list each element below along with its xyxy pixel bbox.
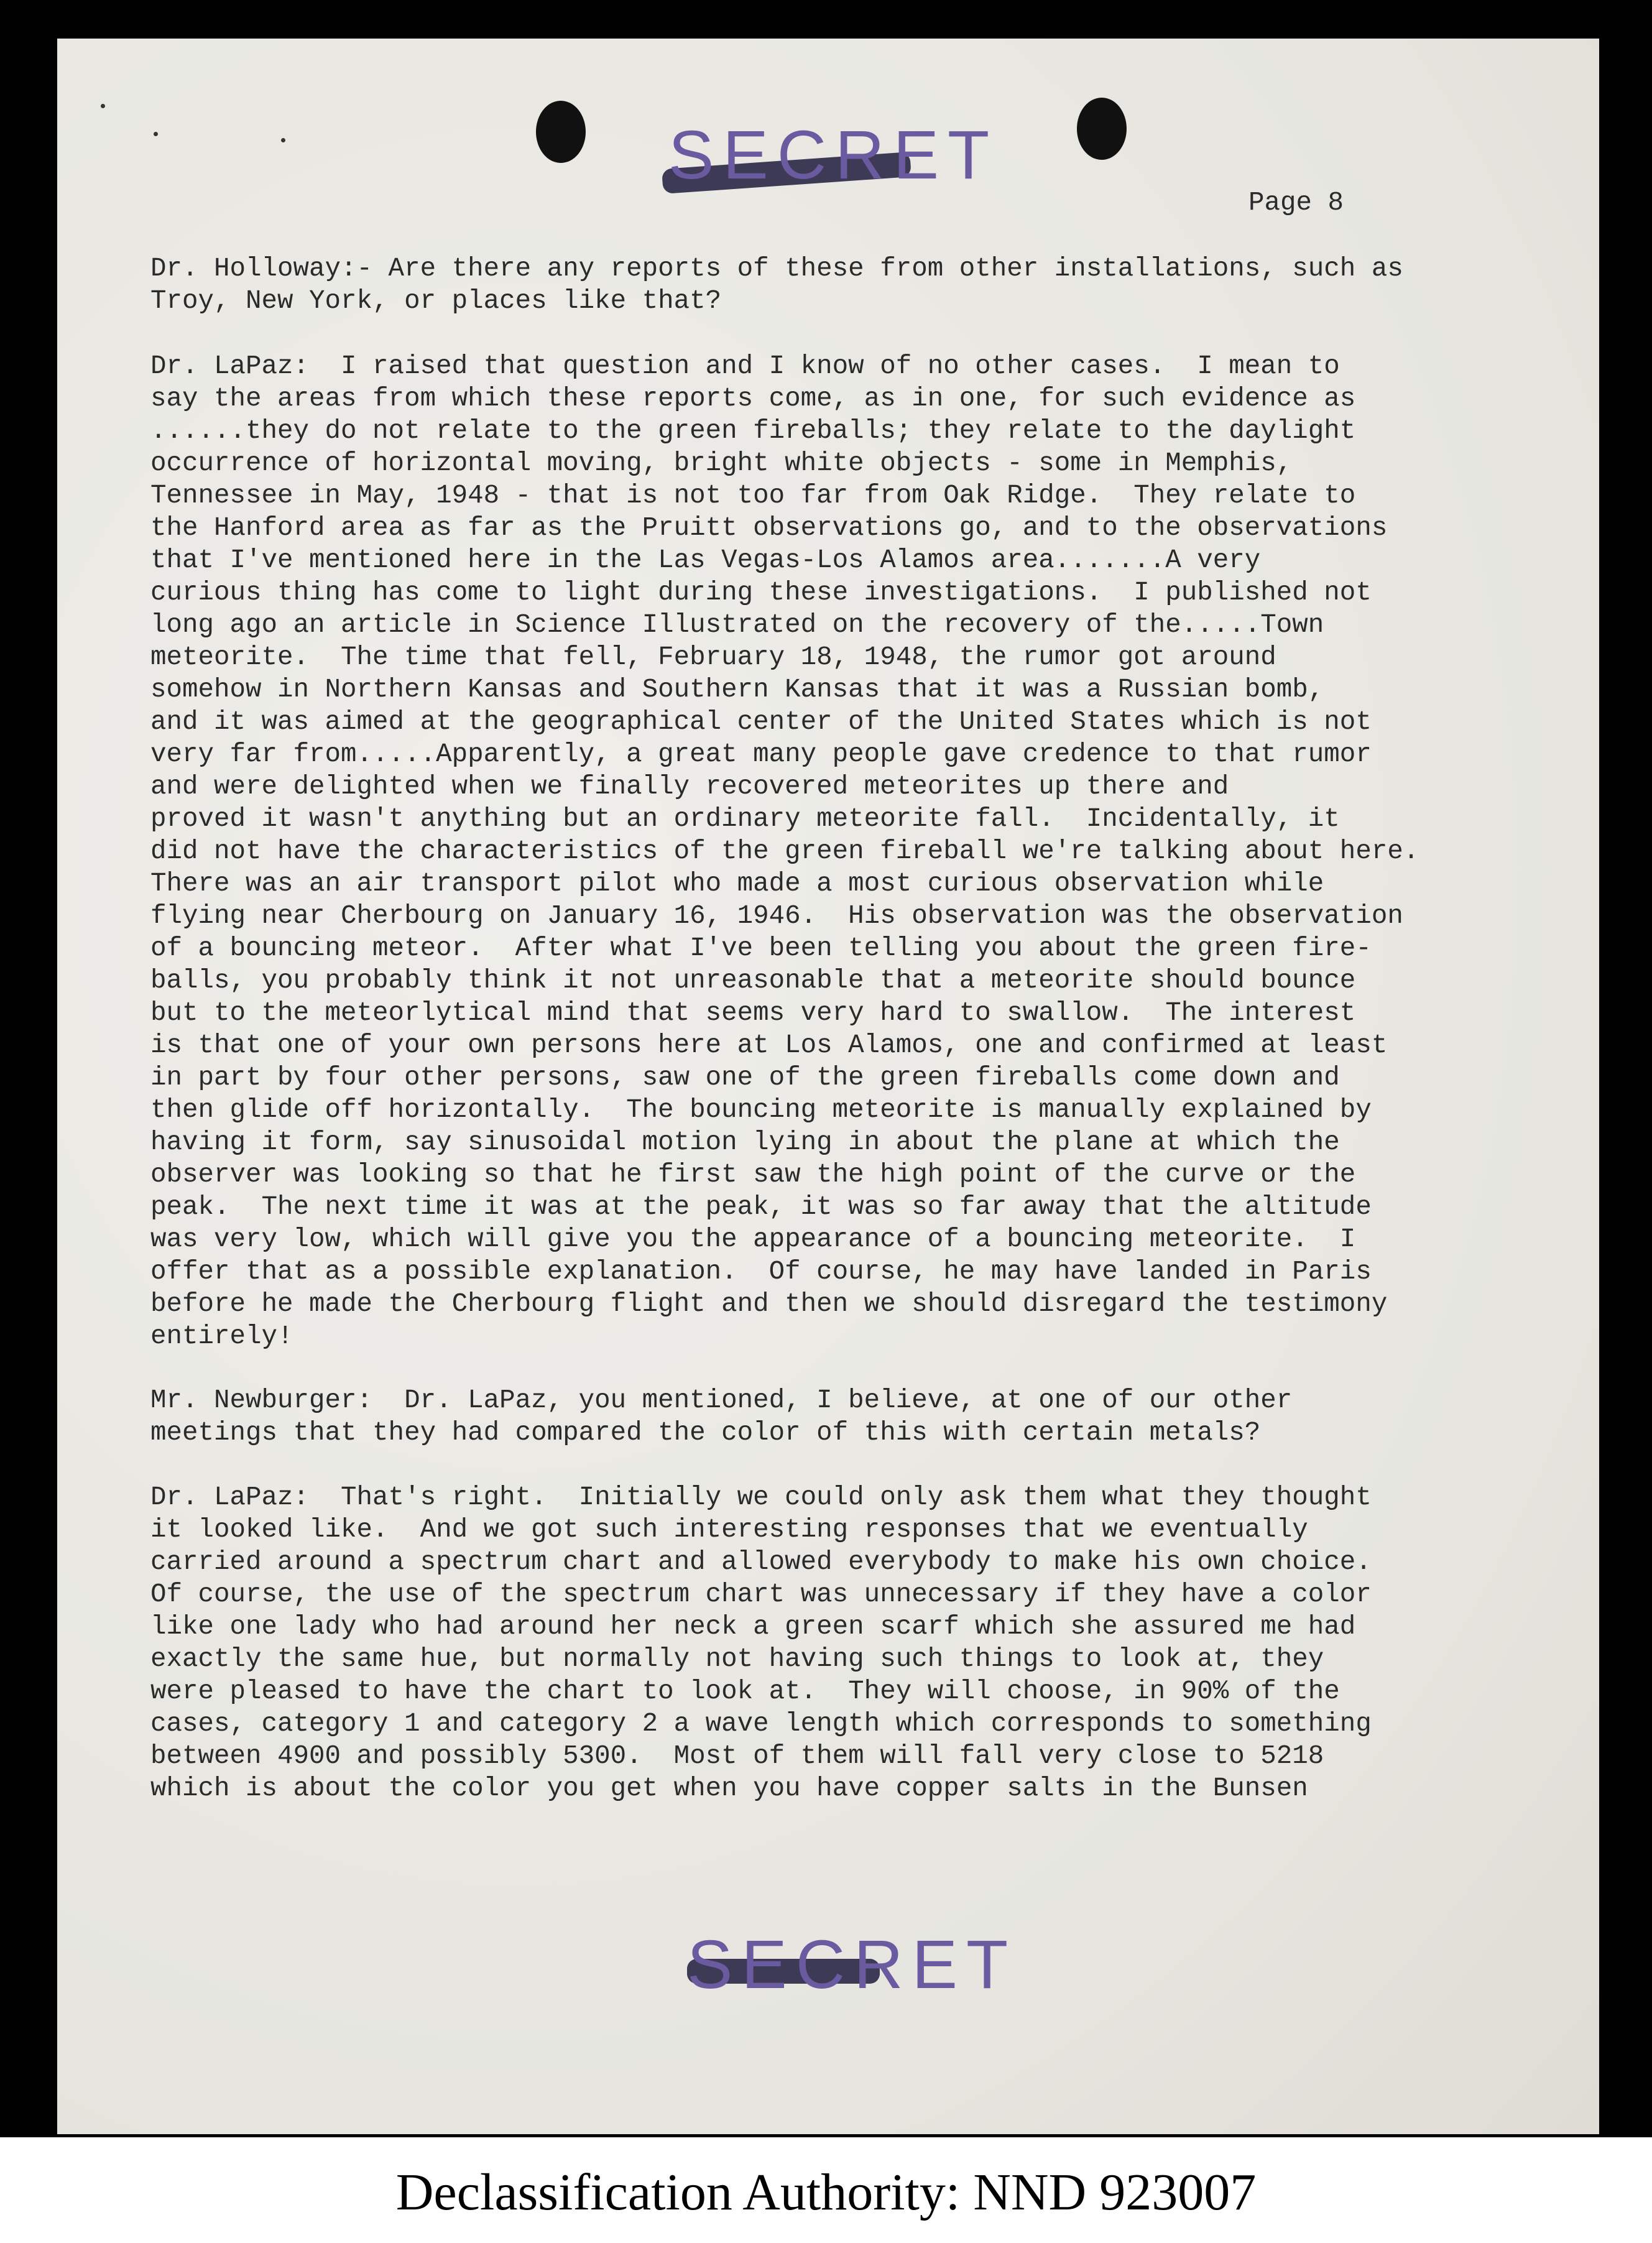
text-line: like one lady who had around her neck a green scarf which she assured me had: [150, 1612, 1356, 1642]
text-line: it looked like. And we got such interesting responses that we eventually: [150, 1515, 1308, 1545]
text-line: and were delighted when we finally recovered meteorites up there and: [150, 772, 1229, 802]
text-line: long ago an article in Science Illustrated on the recovery of the.....Town: [150, 610, 1324, 640]
text-line: in part by four other persons, saw one of the green fireballs come down and: [150, 1063, 1340, 1093]
text-line: were pleased to have the chart to look at. They will choose, in 90% of the: [150, 1676, 1340, 1706]
text-line: occurrence of horizontal moving, bright white objects - some in Memphis,: [150, 448, 1293, 478]
punch-hole: [1077, 98, 1127, 160]
text-line: Dr. Holloway:- Are there any reports of these from other installations, such as: [150, 254, 1403, 284]
text-line: cases, category 1 and category 2 a wave length which corresponds to something: [150, 1709, 1372, 1739]
text-line: ......they do not relate to the green fireballs; they relate to the daylight: [150, 416, 1356, 446]
text-line: the Hanford area as far as the Pruitt observations go, and to the observations: [150, 513, 1388, 543]
paragraph-lapaz-1: [150, 350, 1419, 1353]
text-line: before he made the Cherbourg flight and then we should disregard the testimony: [150, 1289, 1388, 1319]
text-line: meetings that they had compared the color of this with certain metals?: [150, 1418, 1261, 1448]
secret-stamp-bottom: SECRET: [687, 1926, 1017, 2003]
caption-strip: [0, 2137, 1652, 2243]
text-line: say the areas from which these reports come, as in one, for such evidence as: [150, 384, 1356, 414]
text-line: and it was aimed at the geographical center of the United States which is not: [150, 707, 1372, 737]
text-line: proved it wasn't anything but an ordinary meteorite fall. Incidentally, it: [150, 804, 1340, 834]
punch-hole: [536, 101, 586, 163]
declassification-caption: Declassification Authority: NND 923007: [395, 2163, 1257, 2221]
text-line: peak. The next time it was at the peak, it was so far away that the altitude: [150, 1192, 1372, 1222]
text-line: was very low, which will give you the appearance of a bouncing meteorite. I: [150, 1224, 1356, 1254]
text-line: somehow in Northern Kansas and Southern Kansas that it was a Russian bomb,: [150, 675, 1324, 705]
text-line: entirely!: [150, 1321, 293, 1351]
text-line: having it form, say sinusoidal motion lying in about the plane at which the: [150, 1127, 1340, 1157]
text-line: meteorite. The time that fell, February 18, 1948, the rumor got around: [150, 642, 1276, 672]
paragraph-holloway: [150, 252, 1403, 317]
text-line: offer that as a possible explanation. Of course, he may have landed in Paris: [150, 1257, 1372, 1287]
text-line: Dr. LaPaz: That's right. Initially we could only ask them what they thought: [150, 1482, 1372, 1512]
speck: [101, 104, 105, 108]
text-line: Dr. LaPaz: I raised that question and I know of no other cases. I mean to: [150, 351, 1340, 381]
paragraph-lapaz-2: [150, 1481, 1372, 1805]
text-line: Mr. Newburger: Dr. LaPaz, you mentioned, I believe, at one of our other: [150, 1385, 1293, 1415]
text-line: very far from.....Apparently, a great many people gave credence to that rumor: [150, 739, 1372, 769]
text-line: of a bouncing meteor. After what I've been telling you about the green fire-: [150, 933, 1372, 963]
text-line: which is about the color you get when you have copper salts in the Bunsen: [150, 1774, 1308, 1803]
speck: [154, 132, 158, 136]
text-line: Troy, New York, or places like that?: [150, 286, 722, 316]
text-line: Of course, the use of the spectrum chart was unnecessary if they have a color: [150, 1579, 1372, 1609]
text-line: between 4900 and possibly 5300. Most of them will fall very close to 5218: [150, 1741, 1324, 1771]
text-line: that I've mentioned here in the Las Vegas-Los Alamos area.......A very: [150, 545, 1261, 575]
paragraph-newburger: [150, 1384, 1292, 1449]
text-line: but to the meteorlytical mind that seems very hard to swallow. The interest: [150, 998, 1356, 1028]
text-line: There was an air transport pilot who made a most curious observation while: [150, 869, 1324, 899]
secret-stamp-top: SECRET: [668, 117, 999, 193]
text-line: is that one of your own persons here at Los Alamos, one and confirmed at least: [150, 1030, 1388, 1060]
text-line: observer was looking so that he first saw the high point of the curve or the: [150, 1160, 1356, 1190]
text-line: balls, you probably think it not unreasonable that a meteorite should bounce: [150, 966, 1356, 996]
text-line: exactly the same hue, but normally not having such things to look at, they: [150, 1644, 1324, 1674]
text-line: carried around a spectrum chart and allowed everybody to make his own choice.: [150, 1547, 1372, 1577]
text-line: curious thing has come to light during these investigations. I published not: [150, 578, 1372, 608]
speck: [281, 138, 285, 142]
text-line: flying near Cherbourg on January 16, 1946. His observation was the observation: [150, 901, 1403, 931]
page-number: Page 8: [1248, 188, 1344, 218]
text-line: then glide off horizontally. The bouncing meteorite is manually explained by: [150, 1095, 1372, 1125]
text-line: did not have the characteristics of the green fireball we're talking about here.: [150, 836, 1419, 866]
text-line: Tennessee in May, 1948 - that is not too far from Oak Ridge. They relate to: [150, 481, 1356, 511]
